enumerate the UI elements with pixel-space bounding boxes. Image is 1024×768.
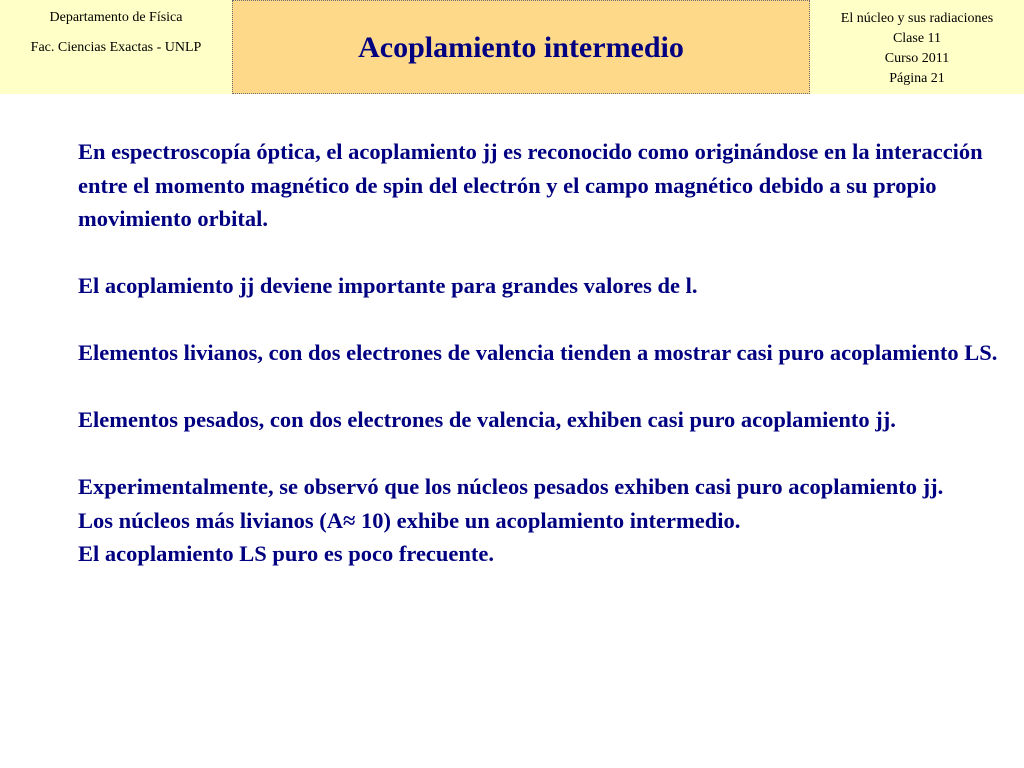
spacer <box>78 437 998 471</box>
faculty-label: Fac. Ciencias Exactas - UNLP <box>30 40 202 55</box>
department-label: Departamento de Física <box>49 10 183 25</box>
paragraph-jj-importance: El acoplamiento jj deviene importante para grandes valores de l. <box>78 273 698 298</box>
slide-body <box>78 135 998 571</box>
header-left-panel <box>0 0 232 94</box>
paragraph-light-nuclei: Los núcleos más livianos (A≈ 10) exhibe un acoplamiento intermedio. <box>78 507 741 533</box>
header-right-panel <box>810 0 1024 94</box>
spacer <box>78 370 998 404</box>
slide-title: Acoplamiento intermedio <box>358 31 684 64</box>
spacer <box>78 303 998 337</box>
paragraph-light-elements: Elementos livianos, con dos electrones de valencia tienden a mostrar casi puro acoplamiento LS. <box>78 340 998 365</box>
paragraph-experimental: Experimentalmente, se observó que los núcleos pesados exhiben casi puro acoplamiento jj. <box>78 474 944 499</box>
class-label: Clase 11 <box>892 31 942 46</box>
paragraph-optical-spectroscopy: En espectroscopía óptica, el acoplamiento jj es reconocido como originándose en la interacción entre el momento magnético de spin del electrón y el campo magnético debido a su propio movimiento orbital. <box>78 139 983 231</box>
topic-label: El núcleo y sus radiaciones <box>840 11 994 26</box>
page-label: Página 21 <box>889 71 945 86</box>
paragraph-ls-rare: El acoplamiento LS puro es poco frecuente. <box>78 541 495 566</box>
paragraph-heavy-elements: Elementos pesados, con dos electrones de valencia, exhiben casi puro acoplamiento jj. <box>78 407 896 432</box>
header-title-panel <box>232 0 810 94</box>
course-label: Curso 2011 <box>884 51 950 66</box>
spacer <box>78 236 998 270</box>
